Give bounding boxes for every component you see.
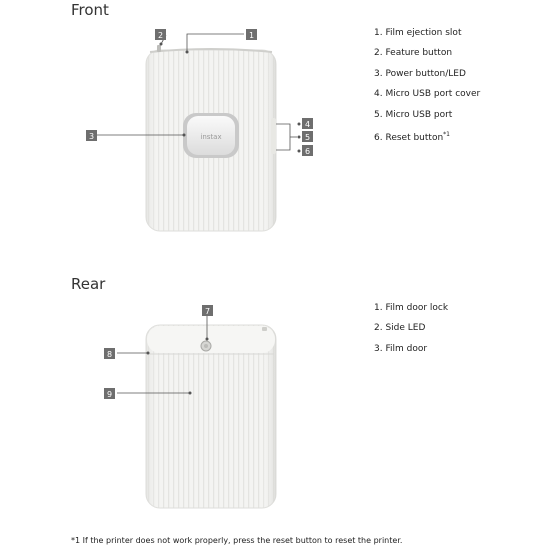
rear-top-panel (147, 326, 275, 353)
footnote: *1 If the printer does not work properly, press the reset button to reset the printer. (71, 536, 403, 545)
part-label: Film door (385, 343, 428, 354)
part-label: Feature button (385, 48, 453, 59)
part-number: 4. (374, 89, 383, 100)
usb-port-cover (271, 118, 276, 154)
part-label: Film door lock (385, 303, 449, 313)
callout-4 (302, 118, 313, 129)
svg-text:1: 1 (248, 31, 255, 40)
svg-text:2: 2 (157, 31, 164, 40)
part-number: 3. (374, 343, 383, 354)
part-number: 2. (374, 48, 383, 59)
callout-5 (302, 131, 313, 142)
callout-1 (246, 29, 257, 40)
feature-button (157, 45, 161, 52)
callout-2 (155, 29, 166, 40)
svg-text:8: 8 (106, 350, 113, 359)
front-section-heading: Front (71, 1, 109, 19)
svg-text:6: 6 (304, 147, 311, 156)
part-label: Power button/LED (385, 68, 466, 79)
part-label: Film ejection slot (385, 28, 462, 38)
part-number: 3. (374, 68, 383, 79)
svg-text:5: 5 (304, 133, 311, 142)
part-number: 1. (374, 303, 383, 313)
callout-9 (104, 388, 115, 399)
part-number: 6. (374, 132, 383, 143)
rear-section-heading: Rear (71, 275, 106, 293)
instax-logo: instax (200, 133, 222, 141)
side-led (262, 327, 267, 331)
callout-8 (104, 348, 115, 359)
callout-3 (86, 130, 97, 141)
callout-7 (202, 305, 213, 316)
part-number: 5. (374, 109, 383, 120)
svg-text:9: 9 (106, 390, 113, 399)
svg-text:3: 3 (88, 132, 95, 141)
part-label: Reset button (385, 132, 444, 143)
part-label: Micro USB port cover (385, 89, 481, 100)
svg-text:4: 4 (304, 120, 311, 129)
part-label: Micro USB port (385, 109, 453, 120)
front-printer-illustration (146, 45, 276, 231)
footnote-marker: *1 (443, 130, 450, 138)
part-number: 2. (374, 323, 383, 334)
svg-text:7: 7 (204, 307, 211, 316)
part-number: 1. (374, 28, 383, 38)
part-label: Side LED (385, 323, 426, 334)
rear-printer-illustration (146, 325, 276, 508)
callout-6 (302, 145, 313, 156)
